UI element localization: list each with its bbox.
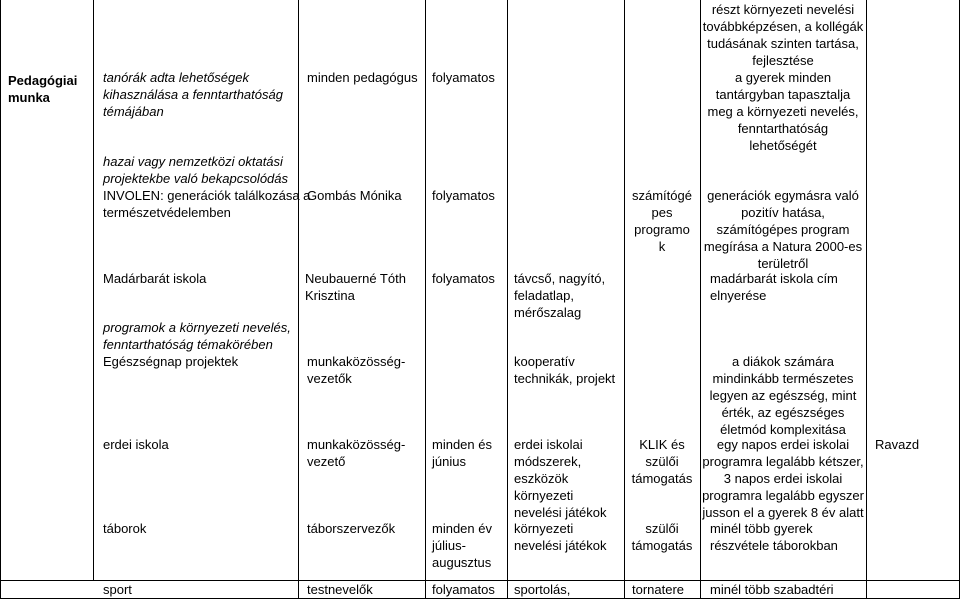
row-header-label: Pedagógiai munka [8, 73, 78, 105]
bottom-tools2: tornatere [632, 582, 685, 597]
activity-taborok: táborok [103, 521, 147, 536]
bottom-result: minél több szabadtéri [710, 582, 834, 597]
responsible-gombas: Gombás Mónika [307, 188, 402, 203]
activity-involen: INVOLEN: generációk találkozása a természetvédelemben [103, 188, 311, 220]
responsible-taborszervezok: táborszervezők [307, 521, 396, 536]
activity-erdei-iskola: erdei iskola [103, 437, 169, 452]
bottom-tools: sportolás, [514, 582, 571, 597]
grid-line [425, 0, 426, 599]
grid-line [700, 0, 701, 599]
result-top: részt környezeti nevelési továbbképzésen, a kollégák tudásának szinten tartása, fejlesztése a gyerek minden tantárgyban tapasztalja meg a környezeti nevelés, fenntarthatóság lehetőségét [702, 2, 864, 153]
responsible-all: minden pedagógus [307, 70, 418, 85]
responsible-munkakozosseg-2: munkaközösség- vezető [307, 437, 406, 469]
bottom-activity: sport [103, 582, 132, 597]
activity-egeszsegnap: Egészségnap projektek [103, 354, 239, 369]
resource-szamitogep: számítógé pes programo k [632, 188, 692, 254]
responsible-neubauer: Neubauerné Tóth Krisztina [305, 271, 406, 303]
timing-neubauer: folyamatos [432, 271, 495, 286]
tools-madar: távcső, nagyító, feladatlap, mérőszalag [514, 271, 606, 320]
tools-egeszseg: kooperatív technikák, projekt [514, 354, 616, 386]
grid-line [93, 0, 94, 580]
timing-gombas: folyamatos [432, 188, 495, 203]
grid-line [298, 0, 299, 599]
resource-szuloi: szülői támogatás [631, 521, 693, 553]
resource-klik: KLIK és szülői támogatás [631, 437, 693, 486]
result-generaciok: generációk egymásra való pozitív hatása, számítógépes program megírása a Natura 2000-es területről [703, 188, 863, 271]
result-diakok: a diákok számára mindinkább természetes legyen az egészség, mint érték, az egészséges életmód komplexitása [709, 354, 857, 437]
timing-tabor: minden év július- augusztus [432, 521, 492, 570]
grid-line [507, 0, 508, 599]
result-madarbarat: madárbarát iskola cím elnyerése [710, 271, 838, 303]
tools-erdei: erdei iskolai módszerek, eszközök környezeti nevelési játékok [514, 437, 607, 520]
result-erdei: egy napos erdei iskolai programra legalább kétszer, 3 napos erdei iskolai programra legalább egyszer jusson el a gyerek 8 év alatt [702, 437, 864, 520]
note-ravazd: Ravazd [875, 437, 920, 452]
timing-all: folyamatos [432, 70, 495, 85]
responsible-munkakozosseg-1: munkaközösség- vezetők [307, 354, 406, 386]
bottom-responsible: testnevelők [307, 582, 373, 597]
activity-programok: programok a környezeti nevelés, fenntarthatóság témakörében [103, 320, 291, 352]
activity-projektek: hazai vagy nemzetközi oktatási projektekbe való bekapcsolódás [103, 154, 289, 186]
tools-tabor: környezeti nevelési játékok [514, 521, 607, 553]
bottom-timing: folyamatos [432, 582, 495, 597]
activity-tanorak: tanórák adta lehetőségek kihasználása a fenntarthatóság témájában [103, 70, 283, 119]
grid-line [866, 0, 867, 599]
timing-erdei: minden és június [432, 437, 492, 469]
grid-line [624, 0, 625, 599]
grid-line [0, 0, 1, 599]
activity-madarbarat: Madárbarát iskola [103, 271, 207, 286]
result-tabor: minél több gyerek részvétele táborokban [710, 521, 838, 553]
